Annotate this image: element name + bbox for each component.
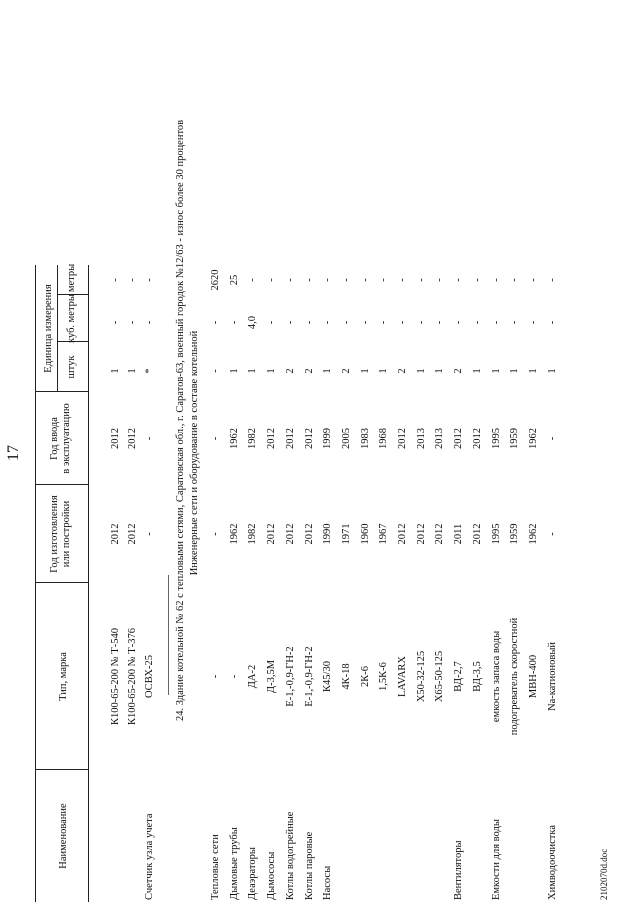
row-qty-pcs: 1	[110, 368, 121, 374]
row-year-made: 1959	[509, 523, 521, 545]
header-type: Тип, марка	[58, 652, 69, 701]
row-qty-pcs: 1	[228, 368, 240, 374]
row-qty-m: -	[303, 278, 315, 282]
row-year-commission: -	[546, 436, 558, 441]
row-year-commission: 2013	[415, 428, 427, 449]
row-qty-m3: -	[415, 320, 427, 325]
row-qty-m3: -	[471, 320, 483, 325]
row-year-made: 1960	[359, 523, 371, 545]
row-qty-pcs: 1	[127, 368, 138, 374]
row-qty-m3: -	[378, 320, 390, 325]
row-type: -	[228, 674, 240, 679]
row-name: Дымососы	[266, 851, 278, 900]
row-type: X50-32-125	[415, 650, 427, 703]
header-column-divider	[35, 484, 88, 485]
row-qty-m: -	[453, 278, 465, 282]
row-year-made: 1962	[527, 523, 539, 545]
row-qty-pcs: 1	[509, 368, 521, 374]
row-year-made: 1990	[322, 523, 334, 545]
row-qty-pcs: 1	[434, 368, 446, 374]
row-year-commission: 1962	[228, 428, 240, 449]
row-type: Е-1,-0,9-ГН-2	[303, 646, 315, 707]
row-year-commission: 2013	[434, 428, 446, 449]
row-year-commission: 2012	[397, 428, 408, 449]
header-name: Наименование	[58, 803, 69, 869]
row-year-made: 1995	[490, 523, 502, 545]
row-qty-pcs: 1	[322, 368, 334, 374]
row-qty-m: -	[359, 278, 371, 282]
row-type: Д-3,5М	[266, 659, 278, 694]
row-qty-pcs: 2	[284, 368, 296, 374]
row-year-commission: 2012	[284, 428, 296, 449]
header-year-made: Год изготовления	[49, 495, 60, 573]
row-qty-m: -	[509, 278, 521, 282]
row-qty-m3: -	[340, 320, 352, 325]
row-type: К100-65-200 № Т-376	[127, 628, 138, 725]
row-qty-m3: -	[453, 320, 465, 325]
row-qty-pcs: 1	[546, 368, 558, 374]
header-column-divider	[35, 391, 88, 392]
row-qty-pcs: 1	[247, 368, 259, 374]
row-year-made: 2012	[110, 523, 121, 545]
row-year-commission: 2012	[303, 428, 315, 449]
row-year-made: -	[546, 532, 558, 536]
row-qty-m: -	[415, 278, 427, 282]
row-qty-m3: -	[509, 320, 521, 325]
row-qty-m3: -	[210, 320, 221, 325]
row-type: ОСВХ-25	[144, 654, 155, 699]
row-name: Химводоочистка	[546, 824, 558, 900]
row-year-commission: -	[144, 436, 155, 441]
row-name: Счетчик узла учета	[144, 813, 155, 900]
row-year-commission: 1968	[378, 428, 390, 449]
row-qty-m3: -	[228, 320, 240, 325]
row-year-commission: 2012	[110, 428, 121, 449]
header-bottom-rule	[88, 265, 89, 902]
row-type: 4К-18	[340, 663, 352, 690]
section-subtitle: Инженерные сети и оборудование в составе котельной	[189, 330, 200, 576]
row-qty-pcs: 1	[266, 368, 278, 374]
row-qty-m: -	[144, 278, 155, 282]
header-year-made: или постройки	[61, 500, 72, 568]
row-qty-m3: -	[284, 320, 296, 325]
row-type: емкость запаса воды	[490, 630, 502, 723]
row-qty-m3: -	[397, 320, 408, 325]
row-qty-m: -	[340, 278, 352, 282]
row-type: ВД-3,5	[471, 661, 483, 692]
header-unit-m: метры	[66, 263, 77, 293]
row-name: Емкости для воды	[490, 819, 502, 900]
row-name: Вентиляторы	[453, 840, 465, 900]
row-qty-m: -	[527, 278, 539, 282]
section-separator	[168, 575, 169, 695]
row-year-made: 1962	[228, 523, 240, 545]
row-type: МВН-400	[527, 654, 539, 699]
row-qty-pcs: 2	[340, 368, 352, 374]
row-qty-m: -	[284, 278, 296, 282]
row-year-commission: 2012	[127, 428, 138, 449]
row-year-made: 2012	[397, 523, 408, 545]
row-type: Na-катионовый	[546, 641, 558, 712]
row-type: -	[210, 674, 221, 679]
row-year-made: 2012	[434, 523, 446, 545]
section-title: 24. Здание котельной № 62 с тепловыми сетями, Саратовская обл., г. Саратов-63, военный городок №12/63 - износ более 30 процентов	[175, 119, 186, 721]
row-year-commission: 1982	[247, 428, 259, 449]
row-year-made: -	[144, 532, 155, 536]
row-year-commission: 1995	[490, 428, 502, 449]
row-year-made: 2012	[303, 523, 315, 545]
row-year-commission: 2005	[340, 428, 352, 449]
row-qty-pcs: 1	[527, 368, 539, 374]
row-year-commission: 1999	[322, 428, 334, 449]
row-qty-pcs: 1	[490, 368, 502, 374]
row-qty-pcs: 1	[359, 368, 371, 374]
row-year-made: 2012	[415, 523, 427, 545]
row-qty-m: -	[322, 278, 334, 282]
row-year-commission: -	[210, 436, 221, 441]
header-year-commission: в эксплуатацию	[61, 403, 72, 474]
row-year-commission: 1962	[527, 428, 539, 449]
row-name: Насосы	[322, 865, 334, 900]
row-type: подогреватель скоростной	[509, 617, 521, 736]
row-type: К100-65-200 № Т-540	[110, 628, 121, 725]
row-qty-m3: -	[110, 320, 121, 325]
row-qty-pcs: -	[210, 369, 221, 373]
row-qty-m3: -	[266, 320, 278, 325]
row-qty-m: -	[247, 278, 259, 282]
row-qty-m3: -	[127, 320, 138, 325]
row-name: Котлы паровые	[303, 831, 315, 900]
row-qty-m3: -	[144, 320, 155, 325]
row-year-commission: 2012	[453, 428, 465, 449]
row-type: Е-1,-0,9-ГН-2	[284, 646, 296, 707]
row-type: X65-50-125	[434, 650, 446, 703]
row-qty-m: -	[266, 278, 278, 282]
row-qty-m3: 4,0	[247, 315, 259, 330]
row-type: 1,5К-6	[378, 662, 390, 691]
row-qty-m: -	[471, 278, 483, 282]
header-unit-group: Единица измерения	[43, 284, 54, 373]
row-year-commission: 2012	[266, 428, 278, 449]
row-year-made: 2012	[284, 523, 296, 545]
row-type: LAVARX	[397, 655, 408, 698]
footer-file-code: 2102070d.doc	[599, 848, 609, 900]
row-qty-m3: -	[322, 320, 334, 325]
row-name: Дымовые трубы	[228, 827, 240, 900]
row-year-commission: 2012	[471, 428, 483, 449]
row-qty-pcs: *	[144, 368, 155, 374]
row-name: Тепловые сети	[210, 834, 221, 900]
row-qty-m3: -	[303, 320, 315, 325]
row-qty-m3: -	[359, 320, 371, 325]
row-year-made: 1982	[247, 523, 259, 545]
header-column-divider	[35, 769, 88, 770]
header-top-rule	[35, 265, 36, 902]
header-column-divider	[35, 582, 88, 583]
row-year-commission: 1959	[509, 428, 521, 449]
row-qty-pcs: 2	[453, 368, 465, 374]
row-year-made: 2012	[266, 523, 278, 545]
row-qty-m3: -	[490, 320, 502, 325]
row-year-made: 1967	[378, 523, 390, 545]
row-qty-pcs: 1	[378, 368, 390, 374]
row-qty-m: -	[110, 278, 121, 282]
row-type: ВД-2,7	[453, 661, 465, 692]
row-qty-pcs: 1	[415, 368, 427, 374]
row-qty-pcs: 2	[397, 368, 408, 374]
row-year-made: -	[210, 532, 221, 536]
row-qty-m3: -	[434, 320, 446, 325]
row-year-made: 2012	[127, 523, 138, 545]
row-qty-m: -	[378, 278, 390, 282]
row-qty-m: -	[434, 278, 446, 282]
row-qty-pcs: 2	[303, 368, 315, 374]
row-qty-pcs: 1	[471, 368, 483, 374]
row-qty-m: -	[490, 278, 502, 282]
row-qty-m: 25	[228, 274, 240, 286]
row-qty-m: -	[127, 278, 138, 282]
row-name: Деаэраторы	[247, 847, 259, 900]
row-year-made: 1971	[340, 523, 352, 545]
row-type: ДА-2	[247, 664, 259, 689]
row-qty-m3: -	[546, 320, 558, 325]
row-qty-m: -	[546, 278, 558, 282]
header-unit-m3: куб. метры	[66, 294, 77, 343]
row-type: К45/30	[322, 661, 334, 692]
unit-group-rule	[57, 265, 58, 392]
row-qty-m: 2620	[210, 269, 221, 291]
row-name: Котлы водогрейные	[284, 811, 296, 900]
row-year-commission: 1983	[359, 428, 371, 449]
row-year-made: 2011	[453, 523, 465, 545]
row-qty-m3: -	[527, 320, 539, 325]
row-qty-m: -	[397, 278, 408, 282]
header-unit-pcs: штук	[66, 355, 77, 379]
row-type: 2К-6	[359, 666, 371, 687]
header-year-commission: Год ввода	[49, 417, 60, 460]
page-number: 17	[5, 445, 22, 461]
row-year-made: 2012	[471, 523, 483, 545]
